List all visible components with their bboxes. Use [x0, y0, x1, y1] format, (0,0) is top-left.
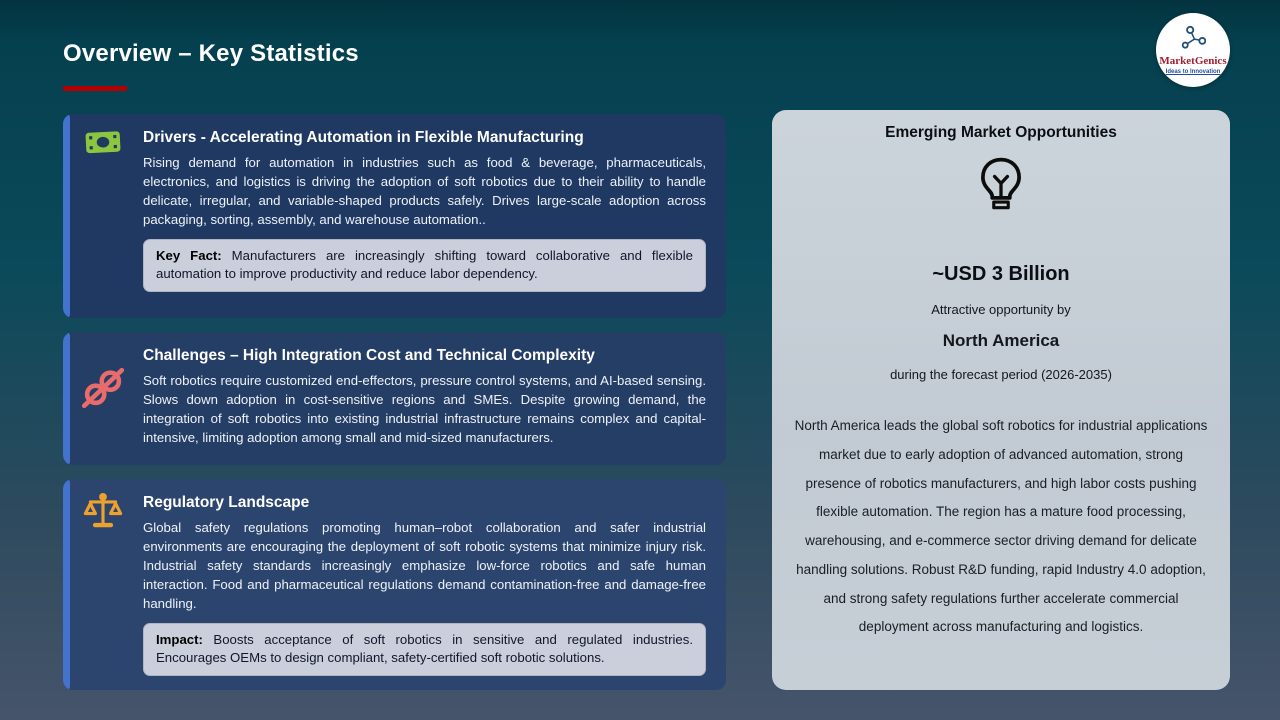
molecule-icon	[1180, 25, 1206, 54]
card-body: Rising demand for automation in industries such as food & beverage, pharmaceuticals, electronics, and logistics is driving the adoption of soft robotics due to their ability to handle delicate, irregular, and variable-shaped products safely. Drives large-scale adoption across packaging, sorting, assembly, and warehouse automation..	[143, 155, 706, 227]
opportunity-subtitle: Attractive opportunity by	[931, 302, 1071, 317]
logo-tagline: Ideas to Innovation	[1165, 69, 1221, 75]
card-body: Soft robotics require customized end-effectors, pressure control systems, and AI-based sensing. Slows down adoption in cost-sensitive regions and SMEs. Despite growing demand, the integration of soft robotics into existing industrial infrastructure remains complex and capital-intensive, limiting adoption among small and mid-sized manufacturers.	[143, 373, 706, 445]
card-accent-bar	[63, 332, 70, 465]
opportunity-value: ~USD 3 Billion	[932, 263, 1070, 285]
card-title: Drivers - Accelerating Automation in Flexible Manufacturing	[143, 129, 584, 146]
title-underline	[63, 86, 127, 91]
opportunity-description: North America leads the global soft robotics for industrial applications market due to early adoption of advanced automation, strong presence of robotics manufacturers, and high labor costs pushing flexible automation. The region has a mature food processing, warehousing, and e-commerce sector driving demand for delicate handling solutions. Robust R&D funding, rapid Industry 4.0 adoption, and strong safety regulations further accelerate commercial deployment across manufacturing and logistics.	[794, 418, 1208, 635]
impact-label: Impact:	[156, 632, 203, 647]
impact-text: Boosts acceptance of soft robotics in sensitive and regulated industries. Encourages OEMs to design compliant, safety-certified soft robotic solutions.	[156, 632, 693, 666]
card-accent-bar	[63, 114, 70, 318]
card-regulatory	[63, 479, 726, 690]
opportunity-title: Emerging Market Opportunities	[885, 124, 1117, 141]
card-body: Global safety regulations promoting human–robot collaboration and safer industrial environments are encouraging the deployment of soft robotic systems that minimize injury risk. Industrial safety standards increasingly emphasize low-force robotics and safe human interaction. Food and pharmaceutical regulations demand contamination-free and damage-free handling.	[143, 520, 706, 611]
key-fact-box	[143, 239, 706, 292]
scales-icon	[63, 492, 143, 534]
card-title: Challenges – High Integration Cost and Technical Complexity	[143, 347, 595, 364]
key-fact-text: Manufacturers are increasingly shifting toward collaborative and flexible automation to improve productivity and reduce labor dependency.	[156, 248, 693, 282]
card-challenges	[63, 332, 726, 465]
page-title: Overview – Key Statistics	[63, 40, 359, 67]
money-icon	[63, 127, 143, 157]
opportunity-region: North America	[942, 331, 1060, 350]
opportunity-period: during the forecast period (2026-2035)	[890, 367, 1112, 382]
lightbulb-icon	[792, 156, 1210, 221]
logo-name: MarketGenics	[1159, 55, 1227, 67]
key-fact-label: Key Fact:	[156, 248, 222, 263]
card-title: Regulatory Landscape	[143, 494, 310, 511]
card-drivers	[63, 114, 726, 318]
broken-link-icon	[63, 367, 143, 409]
card-accent-bar	[63, 479, 70, 690]
marketgenics-logo	[1156, 13, 1230, 87]
opportunity-panel	[772, 110, 1230, 690]
impact-box	[143, 623, 706, 676]
